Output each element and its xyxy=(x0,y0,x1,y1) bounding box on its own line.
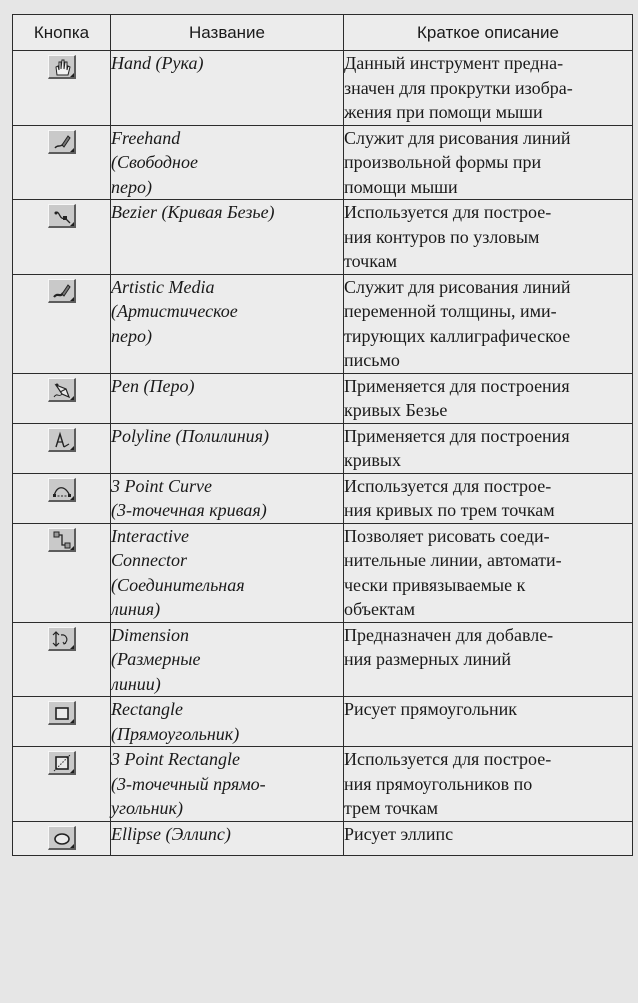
interactive-connector-icon xyxy=(48,528,76,552)
button-cell xyxy=(13,373,111,423)
button-cell xyxy=(13,523,111,622)
tool-name-cell xyxy=(111,423,344,473)
button-cell xyxy=(13,473,111,523)
tool-name-cell xyxy=(111,747,344,822)
tool-description-line: Используется для построе- xyxy=(344,475,552,496)
tool-description-line: чески привязываемые к xyxy=(344,574,526,595)
artistic-media-icon xyxy=(48,279,76,303)
polyline-icon xyxy=(48,428,76,452)
tool-description-line: Предназначен для добавле- xyxy=(344,624,554,645)
tool-name-line: Dimension xyxy=(111,624,189,645)
tool-description-cell xyxy=(344,125,633,200)
tool-description-line: кривых xyxy=(344,450,401,470)
tool-name-cell xyxy=(111,523,344,622)
freehand-icon xyxy=(48,130,76,154)
tool-description-line: ния кривых по трем точкам xyxy=(344,500,555,520)
tool-name-line: Ellipse (Эллипс) xyxy=(111,823,231,844)
tool-name-line: 3 Point Curve xyxy=(111,475,212,496)
tool-name-line: Connector xyxy=(111,550,187,570)
tool-name-cell xyxy=(111,622,344,697)
tool-name-line: (Прямоугольник) xyxy=(111,723,240,744)
tool-description-cell xyxy=(344,51,633,126)
button-cell xyxy=(13,423,111,473)
tool-description-line: кривых Безье xyxy=(344,400,448,420)
tool-description-line: произвольной формы при xyxy=(344,152,542,172)
tool-description-line: письмо xyxy=(344,350,400,370)
tool-name-line: Rectangle xyxy=(111,699,183,719)
table-row xyxy=(13,200,633,275)
table-row xyxy=(13,125,633,200)
tool-name-line: Artistic Media xyxy=(111,276,215,297)
tool-description-line: Рисует эллипс xyxy=(344,823,454,844)
tool-description-cell xyxy=(344,747,633,822)
tool-name-line: Hand (Рука) xyxy=(111,53,204,73)
tool-name-line: Interactive xyxy=(111,525,189,546)
tool-description-line: жения при помощи мыши xyxy=(344,102,543,122)
header-name: Название xyxy=(111,15,344,51)
button-cell xyxy=(13,697,111,747)
button-cell xyxy=(13,200,111,275)
tool-name-line: Pen (Перо) xyxy=(111,375,195,396)
table-row xyxy=(13,747,633,822)
dimension-icon xyxy=(48,627,76,651)
tool-name-cell xyxy=(111,51,344,126)
tool-description-line: нительные линии, автомати- xyxy=(344,550,562,570)
tool-name-line: Bezier (Кривая Безье) xyxy=(111,202,275,222)
tool-name-cell xyxy=(111,125,344,200)
tool-description-line: Данный инструмент предна- xyxy=(344,53,564,73)
tool-description-line: Позволяет рисовать соеди- xyxy=(344,525,550,546)
tool-name-line: Freehand xyxy=(111,127,181,148)
tool-name-cell xyxy=(111,274,344,373)
tool-name-line: 3 Point Rectangle xyxy=(111,749,240,769)
tool-description-line: трем точкам xyxy=(344,798,439,818)
tool-name-line: (Соединительная xyxy=(111,574,245,595)
tool-name-cell xyxy=(111,373,344,423)
tool-name-line: линия) xyxy=(111,599,161,619)
bezier-icon xyxy=(48,204,76,228)
tool-description-cell xyxy=(344,697,633,747)
table-row xyxy=(13,373,633,423)
tool-description-line: переменной толщины, ими- xyxy=(344,301,557,321)
table-row xyxy=(13,51,633,126)
tool-name-cell xyxy=(111,473,344,523)
tool-description-cell xyxy=(344,373,633,423)
tool-description-cell xyxy=(344,821,633,855)
table-row xyxy=(13,697,633,747)
tool-name-line: (Размерные xyxy=(111,649,201,669)
tool-description-line: Используется для построе- xyxy=(344,749,552,769)
tool-description-cell xyxy=(344,423,633,473)
button-cell xyxy=(13,274,111,373)
tool-description-cell xyxy=(344,274,633,373)
tool-description-line: Рисует прямоугольник xyxy=(344,699,518,719)
tools-table xyxy=(12,14,633,856)
tool-description-line: ния контуров по узловым xyxy=(344,226,540,247)
tool-description-line: Используется для построе- xyxy=(344,202,552,222)
tool-name-cell xyxy=(111,821,344,855)
tool-description-cell xyxy=(344,473,633,523)
header-button: Кнопка xyxy=(13,15,111,51)
button-cell xyxy=(13,622,111,697)
tool-description-line: Применяется для построения xyxy=(344,425,570,446)
table-header-row xyxy=(13,15,633,51)
tool-description-cell xyxy=(344,523,633,622)
tool-description-line: Служит для рисования линий xyxy=(344,276,571,297)
tool-description-line: Служит для рисования линий xyxy=(344,127,571,148)
tool-description-line: тирующих каллиграфическое xyxy=(344,325,571,346)
table-row xyxy=(13,473,633,523)
button-cell xyxy=(13,821,111,855)
tool-name-line: (Свободное xyxy=(111,152,198,172)
button-cell xyxy=(13,747,111,822)
button-cell xyxy=(13,51,111,126)
table-row xyxy=(13,423,633,473)
tool-name-line: линии) xyxy=(111,673,161,694)
tool-name-cell xyxy=(111,697,344,747)
ellipse-icon xyxy=(48,826,76,850)
rectangle-icon xyxy=(48,701,76,725)
button-cell xyxy=(13,125,111,200)
tool-name-line: (3-точечная кривая) xyxy=(111,500,267,520)
tool-name-line: перо) xyxy=(111,176,152,197)
tool-description-line: точкам xyxy=(344,251,398,271)
table-row xyxy=(13,821,633,855)
tool-name-line: Polyline (Полилиния) xyxy=(111,425,270,446)
tool-description-line: объектам xyxy=(344,599,415,619)
tool-description-line: ния размерных линий xyxy=(344,649,512,669)
tool-name-line: перо) xyxy=(111,325,152,346)
table-row xyxy=(13,523,633,622)
tool-description-line: ния прямоугольников по xyxy=(344,773,533,794)
three-point-curve-icon xyxy=(48,478,76,502)
hand-icon xyxy=(48,55,76,79)
tool-name-line: (Артистическое xyxy=(111,301,238,321)
tool-name-line: (3-точечный прямо- xyxy=(111,773,266,794)
tool-name-line: угольник) xyxy=(111,798,183,818)
table-row xyxy=(13,274,633,373)
tool-description-line: значен для прокрутки изобра- xyxy=(344,77,573,98)
table-row xyxy=(13,622,633,697)
tool-description-cell xyxy=(344,200,633,275)
tool-description-line: Применяется для построения xyxy=(344,375,570,396)
tool-name-cell xyxy=(111,200,344,275)
three-point-rectangle-icon xyxy=(48,751,76,775)
tool-description-cell xyxy=(344,622,633,697)
tool-description-line: помощи мыши xyxy=(344,176,458,197)
header-description: Краткое описание xyxy=(344,15,633,51)
pen-icon xyxy=(48,378,76,402)
